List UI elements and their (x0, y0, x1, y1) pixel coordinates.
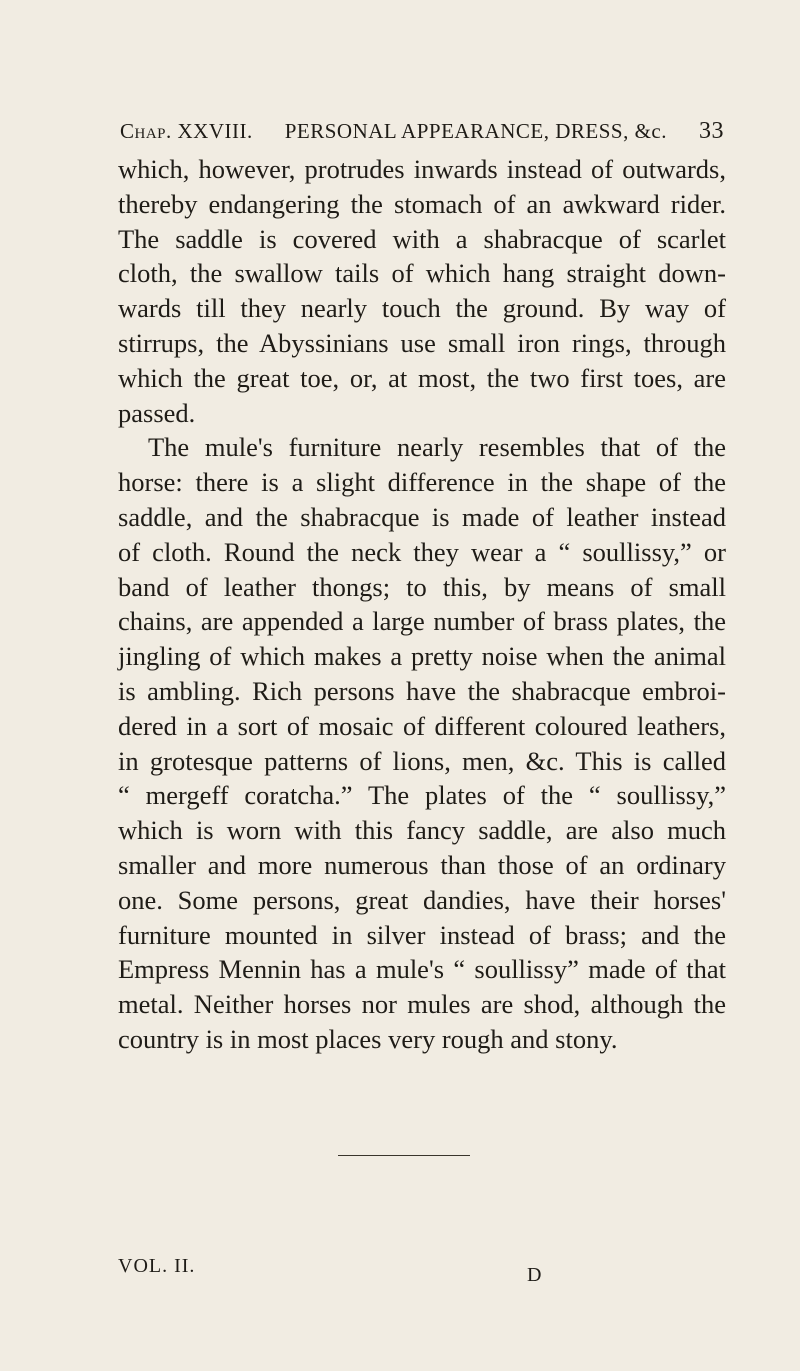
signature-mark: D (527, 1264, 542, 1286)
text-line: of cloth. Round the neck they wear a “ soullissy,” or (118, 536, 726, 567)
text-line: saddle, and the shabracque is made of leather instead (118, 501, 726, 532)
page-number: 33 (698, 118, 724, 144)
text-line: furniture mounted in silver instead of brass; and the (118, 919, 726, 950)
body-text (118, 152, 726, 1057)
text-line: wards till they nearly touch the ground. By way of (118, 293, 726, 324)
text-line: cloth, the swallow tails of which hang straight down- (118, 258, 726, 289)
text-line: metal. Neither horses nor mules are shod, although the (118, 989, 726, 1020)
running-header (120, 118, 724, 145)
text-line: Empress Mennin has a mule's “ soullissy” made of that (118, 954, 726, 985)
text-line: one. Some persons, great dandies, have their horses' (118, 884, 726, 915)
text-line: The saddle is covered with a shabracque of scarlet (118, 223, 726, 254)
text-line: jingling of which makes a pretty noise when the animal (118, 641, 726, 672)
text-line: is ambling. Rich persons have the shabracque embroi- (118, 675, 726, 706)
text-line: which, however, protrudes inwards instead of outwards, (118, 154, 726, 184)
text-line: “ mergeff coratcha.” The plates of the “ soullissy,” (118, 780, 726, 811)
text-line: country is in most places very rough and stony. (118, 1023, 618, 1054)
chapter-label: Chap. XXVIII. (120, 119, 253, 143)
running-title: PERSONAL APPEARANCE, DRESS, &c. (284, 119, 668, 143)
text-line: thereby endangering the stomach of an awkward rider. (118, 188, 726, 219)
section-divider (338, 1155, 470, 1156)
text-line: horse: there is a slight difference in the shape of the (118, 467, 726, 498)
text-line: stirrups, the Abyssinians use small iron rings, through (118, 327, 726, 358)
text-line: band of leather thongs; to this, by means of small (118, 571, 726, 602)
text-line: which is worn with this fancy saddle, are also much (118, 815, 726, 846)
text-line: chains, are appended a large number of brass plates, the (118, 606, 726, 637)
text-line: dered in a sort of mosaic of different coloured leathers, (118, 710, 726, 741)
text-line: in grotesque patterns of lions, men, &c. This is called (118, 745, 726, 776)
volume-signature: VOL. II. (118, 1255, 196, 1277)
text-line: The mule's furniture nearly resembles that of the (148, 432, 726, 463)
text-line: smaller and more numerous than those of an ordinary (118, 849, 726, 880)
text-line: passed. (118, 397, 196, 428)
text-line: which the great toe, or, at most, the two first toes, are (118, 362, 726, 393)
